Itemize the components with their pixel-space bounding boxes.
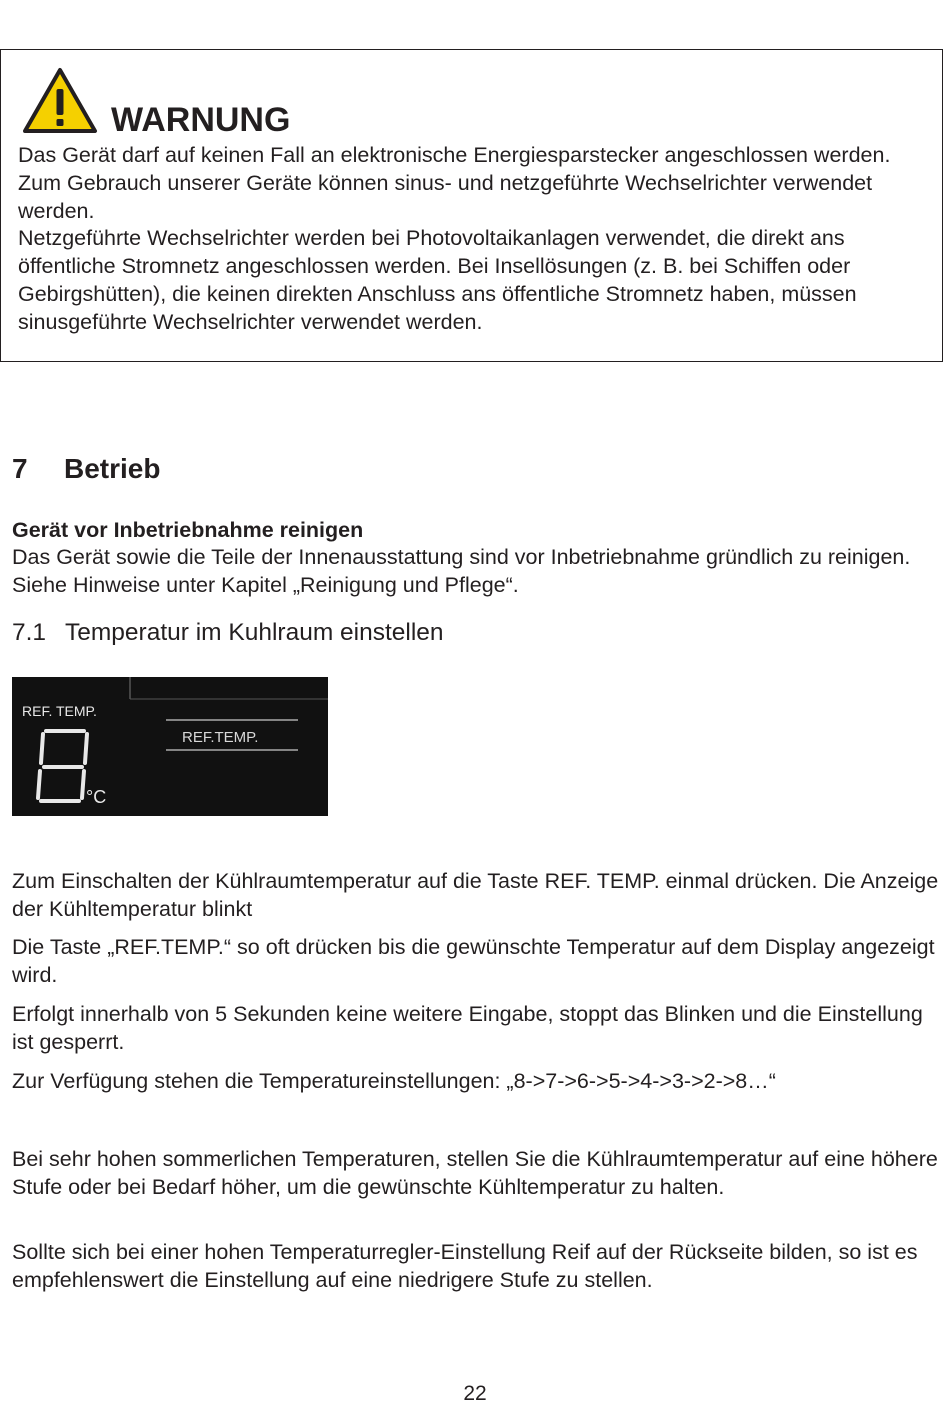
warning-paragraph: Zum Gebrauch unserer Geräte können sinus- und netzgeführte Wechselrichter verwendet werden. — [18, 170, 873, 223]
chapter-number: 7 — [12, 453, 28, 484]
cleaning-text: Das Gerät sowie die Teile der Innenausstattung sind vor Inbetriebnahme gründlich zu reinigen. Siehe Hinweise unter Kapitel „Reinigung und Pflege“. — [12, 545, 911, 597]
instruction-paragraph: Zum Einschalten der Kühlraumtemperatur auf die Taste REF. TEMP. einmal drücken. Die Anzeige der Kühltemperatur blinkt — [12, 869, 939, 921]
warning-text — [18, 142, 933, 337]
seven-segment-digit — [38, 731, 87, 801]
control-panel-image — [12, 677, 328, 816]
chapter-title: Betrieb — [64, 453, 161, 484]
instruction-paragraph: Bei sehr hohen sommerlichen Temperaturen, stellen Sie die Kühlraumtemperatur auf eine höhere Stufe oder bei Bedarf höher, um die gewünschte Kühltemperatur zu halten. — [12, 1147, 938, 1199]
instruction-paragraph: Die Taste „REF.TEMP.“ so oft drücken bis die gewünschte Temperatur auf dem Display angezeigt wird. — [12, 935, 935, 987]
warning-paragraph: Netzgeführte Wechselrichter werden bei Photovoltaikanlagen verwendet, die direkt ans öffentliche Stromnetz angeschlossen werden. Bei Insellösungen (z. B. bei Schiffen oder Gebirgshütten), die keinen direkten Anschluss ans öffentliche Stromnetz haben, müssen sinusgeführte Wechselrichter verwendet werden. — [18, 226, 857, 334]
ref-temp-button[interactable]: REF.TEMP. — [182, 729, 259, 746]
cleaning-heading: Gerät vor Inbetriebnahme reinigen — [12, 518, 364, 542]
page-number: 22 — [463, 1382, 487, 1405]
warning-triangle-icon — [22, 67, 98, 135]
instruction-paragraph: Sollte sich bei einer hohen Temperaturregler-Einstellung Reif auf der Rückseite bilden, so ist es empfehlenswert die Einstellung auf eine niedrigere Stufe zu stellen. — [12, 1240, 918, 1292]
instruction-paragraph: Erfolgt innerhalb von 5 Sekunden keine weitere Eingabe, stoppt das Blinken und die Einstellung ist gesperrt. — [12, 1002, 923, 1054]
display-unit: °C — [86, 787, 107, 807]
chapter-heading — [12, 451, 160, 487]
instruction-paragraph: Zur Verfügung stehen die Temperatureinstellungen: „8->7->6->5->4->3->2->8…“ — [12, 1069, 776, 1093]
display-label: REF. TEMP. — [22, 703, 97, 719]
section-number: 7.1 — [12, 619, 47, 646]
section-title: Temperatur im Kuhlraum einstellen — [65, 619, 444, 646]
section-heading — [12, 617, 444, 649]
warning-paragraph: Das Gerät darf auf keinen Fall an elektronische Energiesparstecker angeschlossen werden. — [18, 143, 891, 167]
warning-title: WARNUNG — [111, 101, 291, 139]
